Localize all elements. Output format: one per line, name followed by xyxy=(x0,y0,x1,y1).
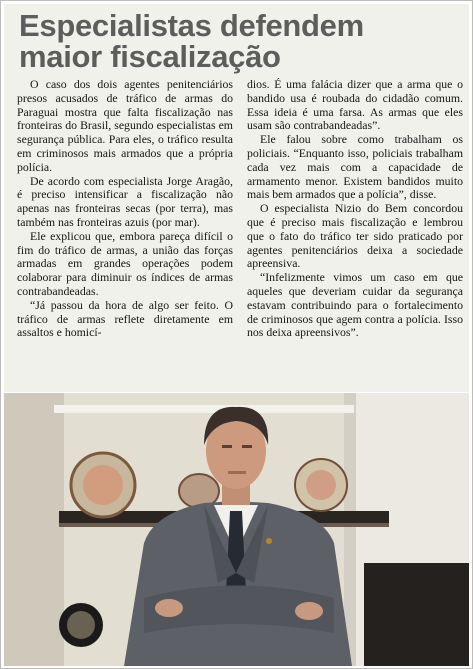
article-photo xyxy=(4,393,469,666)
headline xyxy=(19,10,364,72)
eye xyxy=(222,445,232,448)
paragraph-continuation: dios. É uma falácia dizer que a arma que o bandido usa é roubada do cidadão comum. Essa ideia é uma farsa. As armas que eles usam são contrabandeadas”. xyxy=(247,77,463,133)
paragraph: O especialista Nizio do Bem concordou que é preciso mais fiscalização e lembrou que o fato do tráfico ter sido praticado por agentes penitenciários deixa a sociedade apreensiva. xyxy=(247,201,463,271)
paragraph: De acordo com especialista Jorge Aragão, é preciso intensificar a fiscalização não apenas nas fronteiras secas (por terra), mas também nas fronteiras azuis (por mar). xyxy=(17,173,233,229)
plate-pattern xyxy=(83,465,123,505)
lapel-pin xyxy=(266,538,272,544)
portrait-illustration xyxy=(4,393,469,666)
plate-pattern xyxy=(67,611,95,639)
top-shelf xyxy=(54,405,354,413)
cabinet-door xyxy=(364,563,469,666)
hand xyxy=(295,602,323,620)
paragraph: Ele falou sobre como trabalham os policiais. “Enquanto isso, policiais trabalham cada vez mais com a capacidade de armamento menor. Existem bandidos muito mais bem armados que a polícia”, disse. xyxy=(247,132,463,202)
hand xyxy=(155,599,183,617)
wall-shadow xyxy=(4,393,64,666)
mouth xyxy=(228,471,246,474)
paragraph: “Já passou da hora de algo ser feito. O tráfico de armas reflete diretamente em assaltos e homicí- xyxy=(17,297,233,340)
paragraph: Ele explicou que, embora pareça difícil o fim do tráfico de armas, a união das forças armadas em grandes operações podem colaborar para diminuir os índices de armas contrabandeadas. xyxy=(17,228,233,298)
plate-pattern xyxy=(306,470,336,500)
eye xyxy=(242,445,252,448)
headline-line-2: maior fiscalização xyxy=(19,39,281,74)
article-column-right xyxy=(247,78,463,340)
article-column-left xyxy=(17,78,233,340)
paragraph: “Infelizmente vimos um caso em que aqueles que deveriam cuidar da segurança estavam contribuindo para o fortalecimento de criminosos que agem contra a polícia. Isso nos deixa apreensivos”. xyxy=(247,270,463,340)
headline-line-1: Especialistas defendem xyxy=(19,8,364,43)
paragraph: O caso dos dois agentes penitenciários presos acusados de tráfico de armas do Paraguai mostra que falta fiscalização nas fronteiras do Brasil, segundo especialistas em segurança pública. Para eles, o tráfico resulta em criminosos mais armados que a própria polícia. xyxy=(17,77,233,174)
